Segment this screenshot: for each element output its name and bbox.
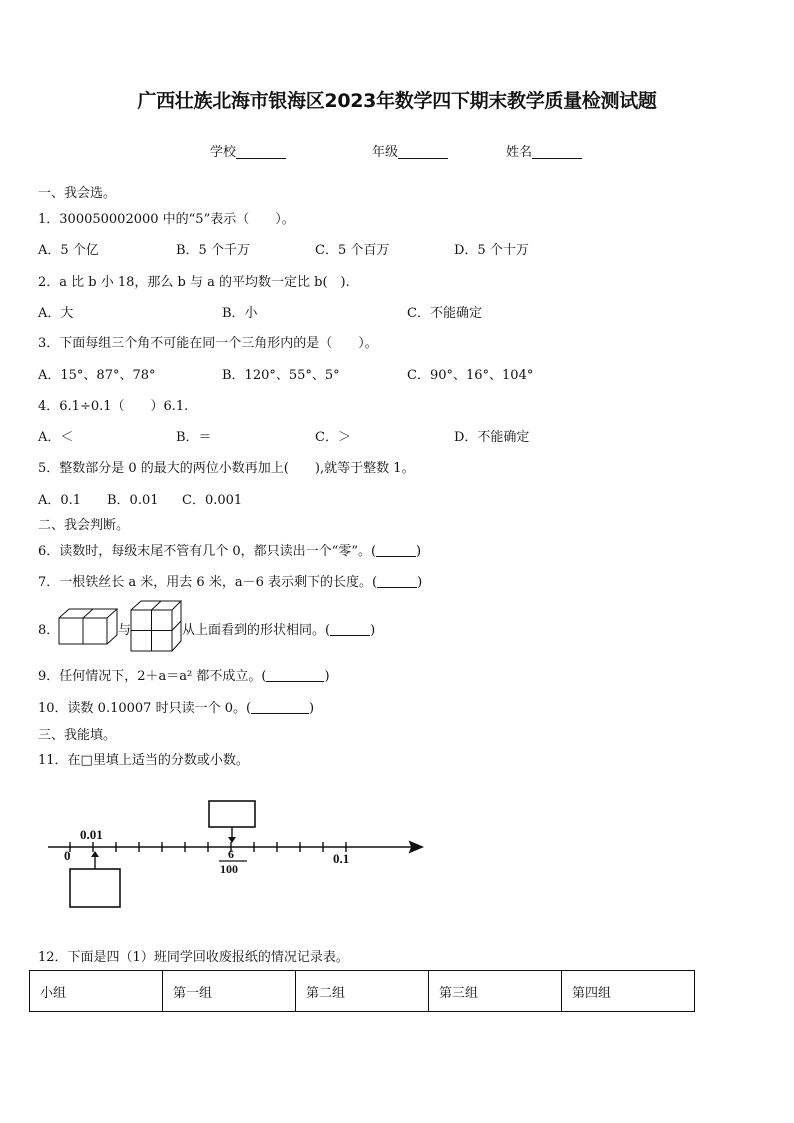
record-table [29,970,695,1012]
cube-four-cubes-figure [130,600,182,652]
school-field [210,141,286,160]
q1-option-a[interactable]: A．5 个亿 [38,243,99,258]
q6-answer-blank[interactable] [376,544,416,557]
grade-label: 年级 [372,145,399,160]
cuboid-two-cubes-figure [58,608,118,646]
q2-option-b[interactable]: B．小 [222,306,258,321]
arrow-down-icon [228,837,236,843]
question-11: 11．在□里填上适当的分数或小数。 [38,753,249,768]
q7-end: ) [417,575,423,590]
q9-stem: 9．任何情况下，2＋a＝a² 都不成立。( [38,669,267,684]
q9-answer-blank[interactable] [266,669,324,682]
question-5: 5．整数部分是 0 的最大的两位小数再加上( ),就等于整数 1。 [38,461,415,476]
q8-end: ) [370,623,376,638]
q8-stem: 从上面看到的形状相同。( [182,623,331,638]
question-2: 2．a 比 b 小 18，那么 b 与 a 的平均数一定比 b( ). [38,275,350,290]
table-row [30,971,695,1012]
table-header-cell: 第四组 [562,971,695,1012]
q10-stem: 10．读数 0.10007 时只读一个 0。( [38,701,252,716]
q8-number: 8． [38,623,60,638]
q3-option-c[interactable]: C．90°、16°、104° [407,368,534,383]
school-label: 学校 [210,145,237,160]
label-100: 100 [220,862,238,876]
name-field [506,141,582,160]
label-0-01: 0.01 [80,827,103,842]
q3-option-a[interactable]: A．15°、87°、78° [38,368,156,383]
arrowhead-icon [410,842,422,852]
q3-option-b[interactable]: B．120°、55°、5° [222,368,340,383]
arrow-up-icon [91,851,99,857]
question-1: 1．300050002000 中的“5”表示（ ）。 [38,212,295,227]
q1-option-b[interactable]: B．5 个千万 [176,243,250,258]
q9-end: ) [324,669,330,684]
q8-mid: 与 [118,623,132,638]
question-7 [38,571,422,590]
q4-option-a[interactable]: A．＜ [38,430,74,445]
q8-answer-blank[interactable] [330,623,370,636]
table-header-cell: 小组 [30,971,163,1012]
q1-option-c[interactable]: C．5 个百万 [315,243,390,258]
answer-box-top[interactable] [209,801,255,827]
section-heading-fill: 三、我能填。 [38,728,117,743]
q4-option-b[interactable]: B．＝ [176,430,212,445]
q6-end: ) [416,544,422,559]
q5-option-b[interactable]: B．0.01 [107,493,159,508]
q1-option-d[interactable]: D．5 个十万 [454,243,529,258]
question-10 [38,697,314,716]
label-0-1: 0.1 [333,851,350,866]
table-header-cell: 第三组 [429,971,562,1012]
label-6: 6 [228,847,234,861]
table-header-cell: 第一组 [163,971,296,1012]
table-header-cell: 第二组 [296,971,429,1012]
q5-option-c[interactable]: C．0.001 [182,493,243,508]
section-heading-choice: 一、我会选。 [38,186,117,201]
answer-box-bottom[interactable] [70,869,120,907]
q2-option-a[interactable]: A．大 [38,306,74,321]
q7-stem: 7．一根铁丝长 a 米，用去 6 米，a－6 表示剩下的长度。( [38,575,378,590]
q4-option-c[interactable]: C．＞ [315,430,351,445]
grade-field [372,141,448,160]
q2-option-c[interactable]: C．不能确定 [407,306,482,321]
question-8 [182,619,375,638]
section-heading-judge: 二、我会判断。 [38,518,130,533]
page-title: 广西壮族北海市银海区2023年数学四下期末教学质量检测试题 [137,90,657,112]
q4-option-d[interactable]: D．不能确定 [454,430,530,445]
q6-stem: 6．读数时，每级末尾不管有几个 0，都只读出一个“零”。( [38,544,377,559]
grade-blank[interactable] [398,144,448,159]
label-0: 0 [64,848,71,863]
name-label: 姓名 [506,145,533,160]
name-blank[interactable] [532,144,582,159]
q7-answer-blank[interactable] [377,575,417,588]
question-3: 3．下面每组三个角不可能在同一个三角形内的是（ ）。 [38,336,378,351]
number-line-figure [40,795,430,915]
question-12: 12．下面是四（1）班同学回收废报纸的情况记录表。 [38,950,349,965]
q10-end: ) [309,701,315,716]
question-4: 4．6.1÷0.1（ ）6.1. [38,399,189,414]
question-6 [38,540,421,559]
q10-answer-blank[interactable] [251,701,309,714]
question-9 [38,665,330,684]
school-blank[interactable] [236,144,286,159]
q5-option-a[interactable]: A．0.1 [38,493,82,508]
